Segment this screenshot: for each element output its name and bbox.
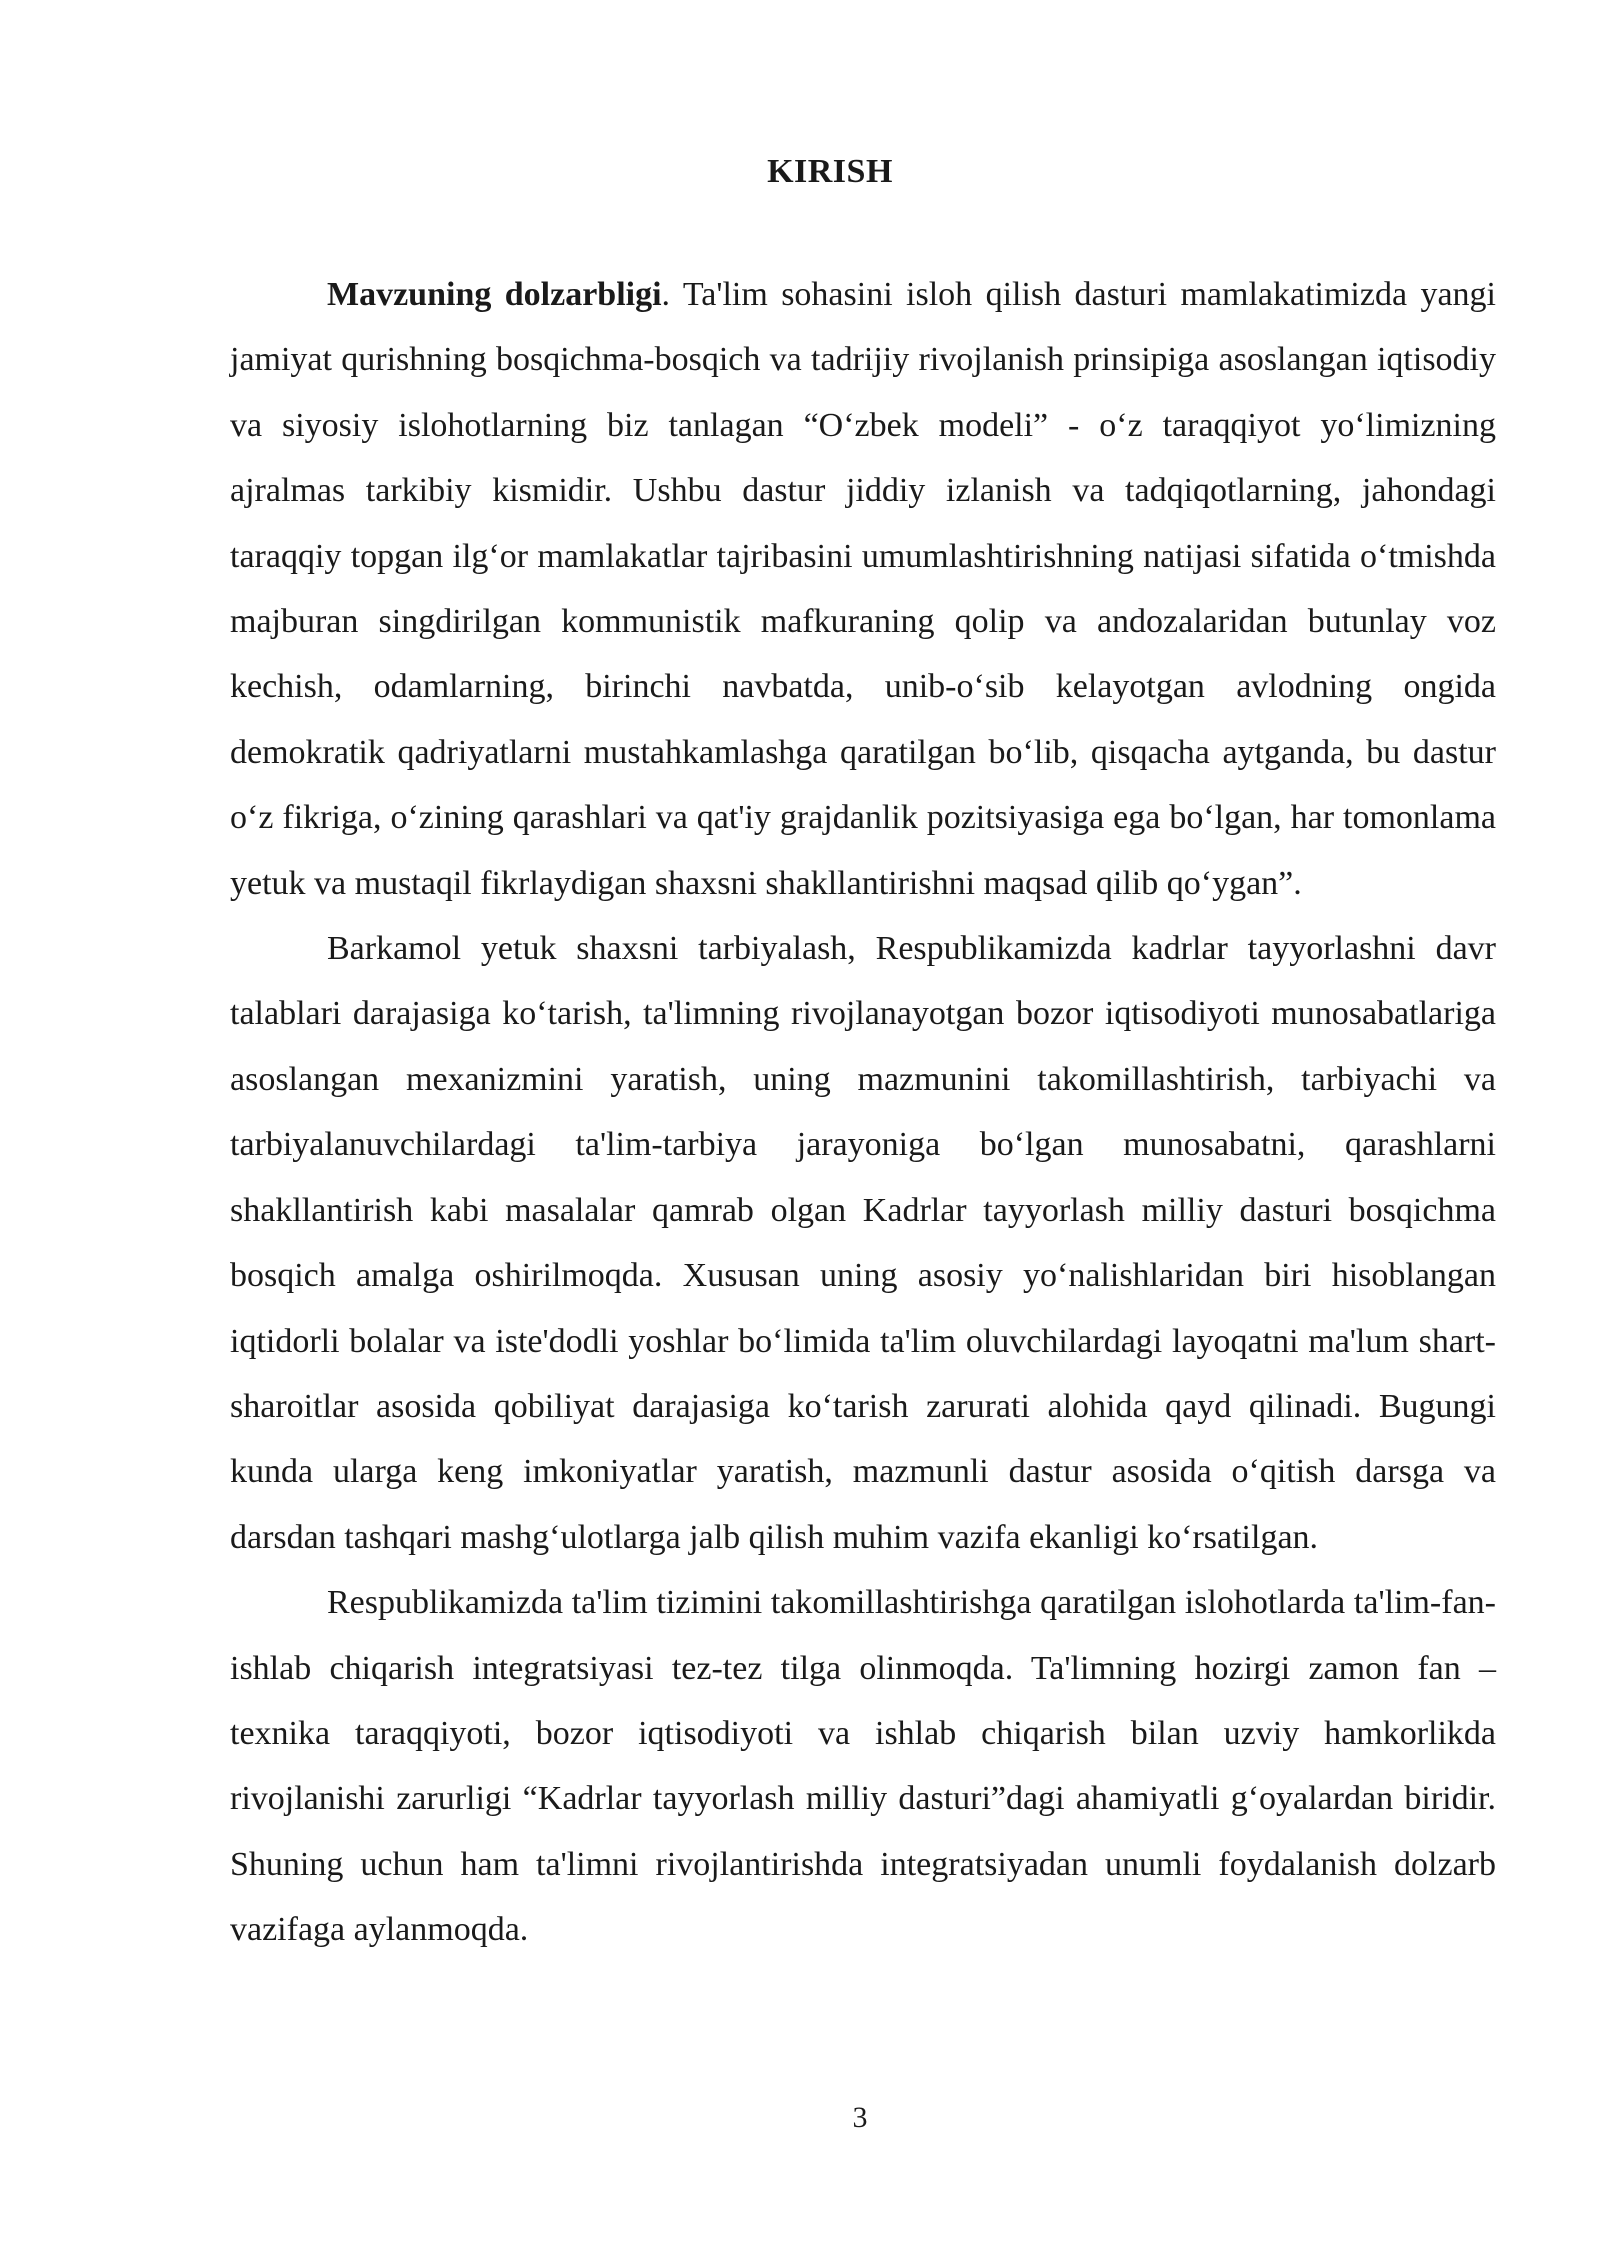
page-number: 3 [852, 2101, 868, 2134]
paragraph-1-text: . Ta'lim sohasini isloh qilish dasturi mamlakatimizda yangi jamiyat qurishning bosqichma-bosqich va tadrijiy rivojlanish prinsipiga asoslangan iqtisodiy va siyosiy islohotlarning biz tanlagan “O‘zbek modeli” - o‘z taraqqiyot yo‘limizning ajralmas tarkibiy kismidir. Ushbu dastur jiddiy izlanish va tadqiqotlarning, jahondagi taraqqiy topgan ilg‘or mamlakatlar tajribasini umumlashtirishning natijasi sifatida o‘tmishda majburan singdirilgan kommunistik mafkuraning qolip va andozalaridan butunlay voz kechish, odamlarning, birinchi navbatda, unib-o‘sib kelayotgan avlodning ongida demokratik qadriyatlarni mustahkamlashga qaratilgan bo‘lib, qisqacha aytganda, bu dastur o‘z fikriga, o‘zining qarashlari va qat'iy grajdanlik pozitsiyasiga ega bo‘lgan, har tomonlama yetuk va mustaqil fikrlaydigan shaxsni shakllantirishni maqsad qilib qo‘ygan”. [230, 276, 1496, 902]
body-text [230, 262, 1496, 1963]
paragraph-1-lead: Mavzuning dolzarbligi [327, 276, 662, 313]
page-title: KIRISH [767, 153, 893, 190]
paragraph-1 [230, 262, 1496, 916]
paragraph-3: Respublikamizda ta'lim tizimini takomillashtirishga qaratilgan islohotlarda ta'lim-fan-ishlab chiqarish integratsiyasi tez-tez tilga olinmoqda. Ta'limning hozirgi zamon fan – texnika taraqqiyoti, bozor iqtisodiyoti va ishlab chiqarish bilan uzviy hamkorlikda rivojlanishi zarurligi “Kadrlar tayyorlash milliy dasturi”dagi ahamiyatli g‘oyalardan biridir. Shuning uchun ham ta'limni rivojlantirishda integratsiyadan unumli foydalanish dolzarb vazifaga aylanmoqda. [230, 1584, 1496, 1949]
paragraph-2: Barkamol yetuk shaxsni tarbiyalash, Respublikamizda kadrlar tayyorlashni davr talablari darajasiga ko‘tarish, ta'limning rivojlanayotgan bozor iqtisodiyoti munosabatlariga asoslangan mexanizmini yaratish, uning mazmunini takomillashtirish, tarbiyachi va tarbiyalanuvchilardagi ta'lim-tarbiya jarayoniga bo‘lgan munosabatni, qarashlarni shakllantirish kabi masalalar qamrab olgan Kadrlar tayyorlash milliy dasturi bosqichma bosqich amalga oshirilmoqda. Xususan uning asosiy yo‘nalishlaridan biri hisoblangan iqtidorli bolalar va iste'dodli yoshlar bo‘limida ta'lim oluvchilardagi layoqatni ma'lum shart-sharoitlar asosida qobiliyat darajasiga ko‘tarish zarurati alohida qayd qilinadi. Bugungi kunda ularga keng imkoniyatlar yaratish, mazmunli dastur asosida o‘qitish darsga va darsdan tashqari mashg‘ulotlarga jalb qilish muhim vazifa ekanligi ko‘rsatilgan. [230, 930, 1496, 1556]
